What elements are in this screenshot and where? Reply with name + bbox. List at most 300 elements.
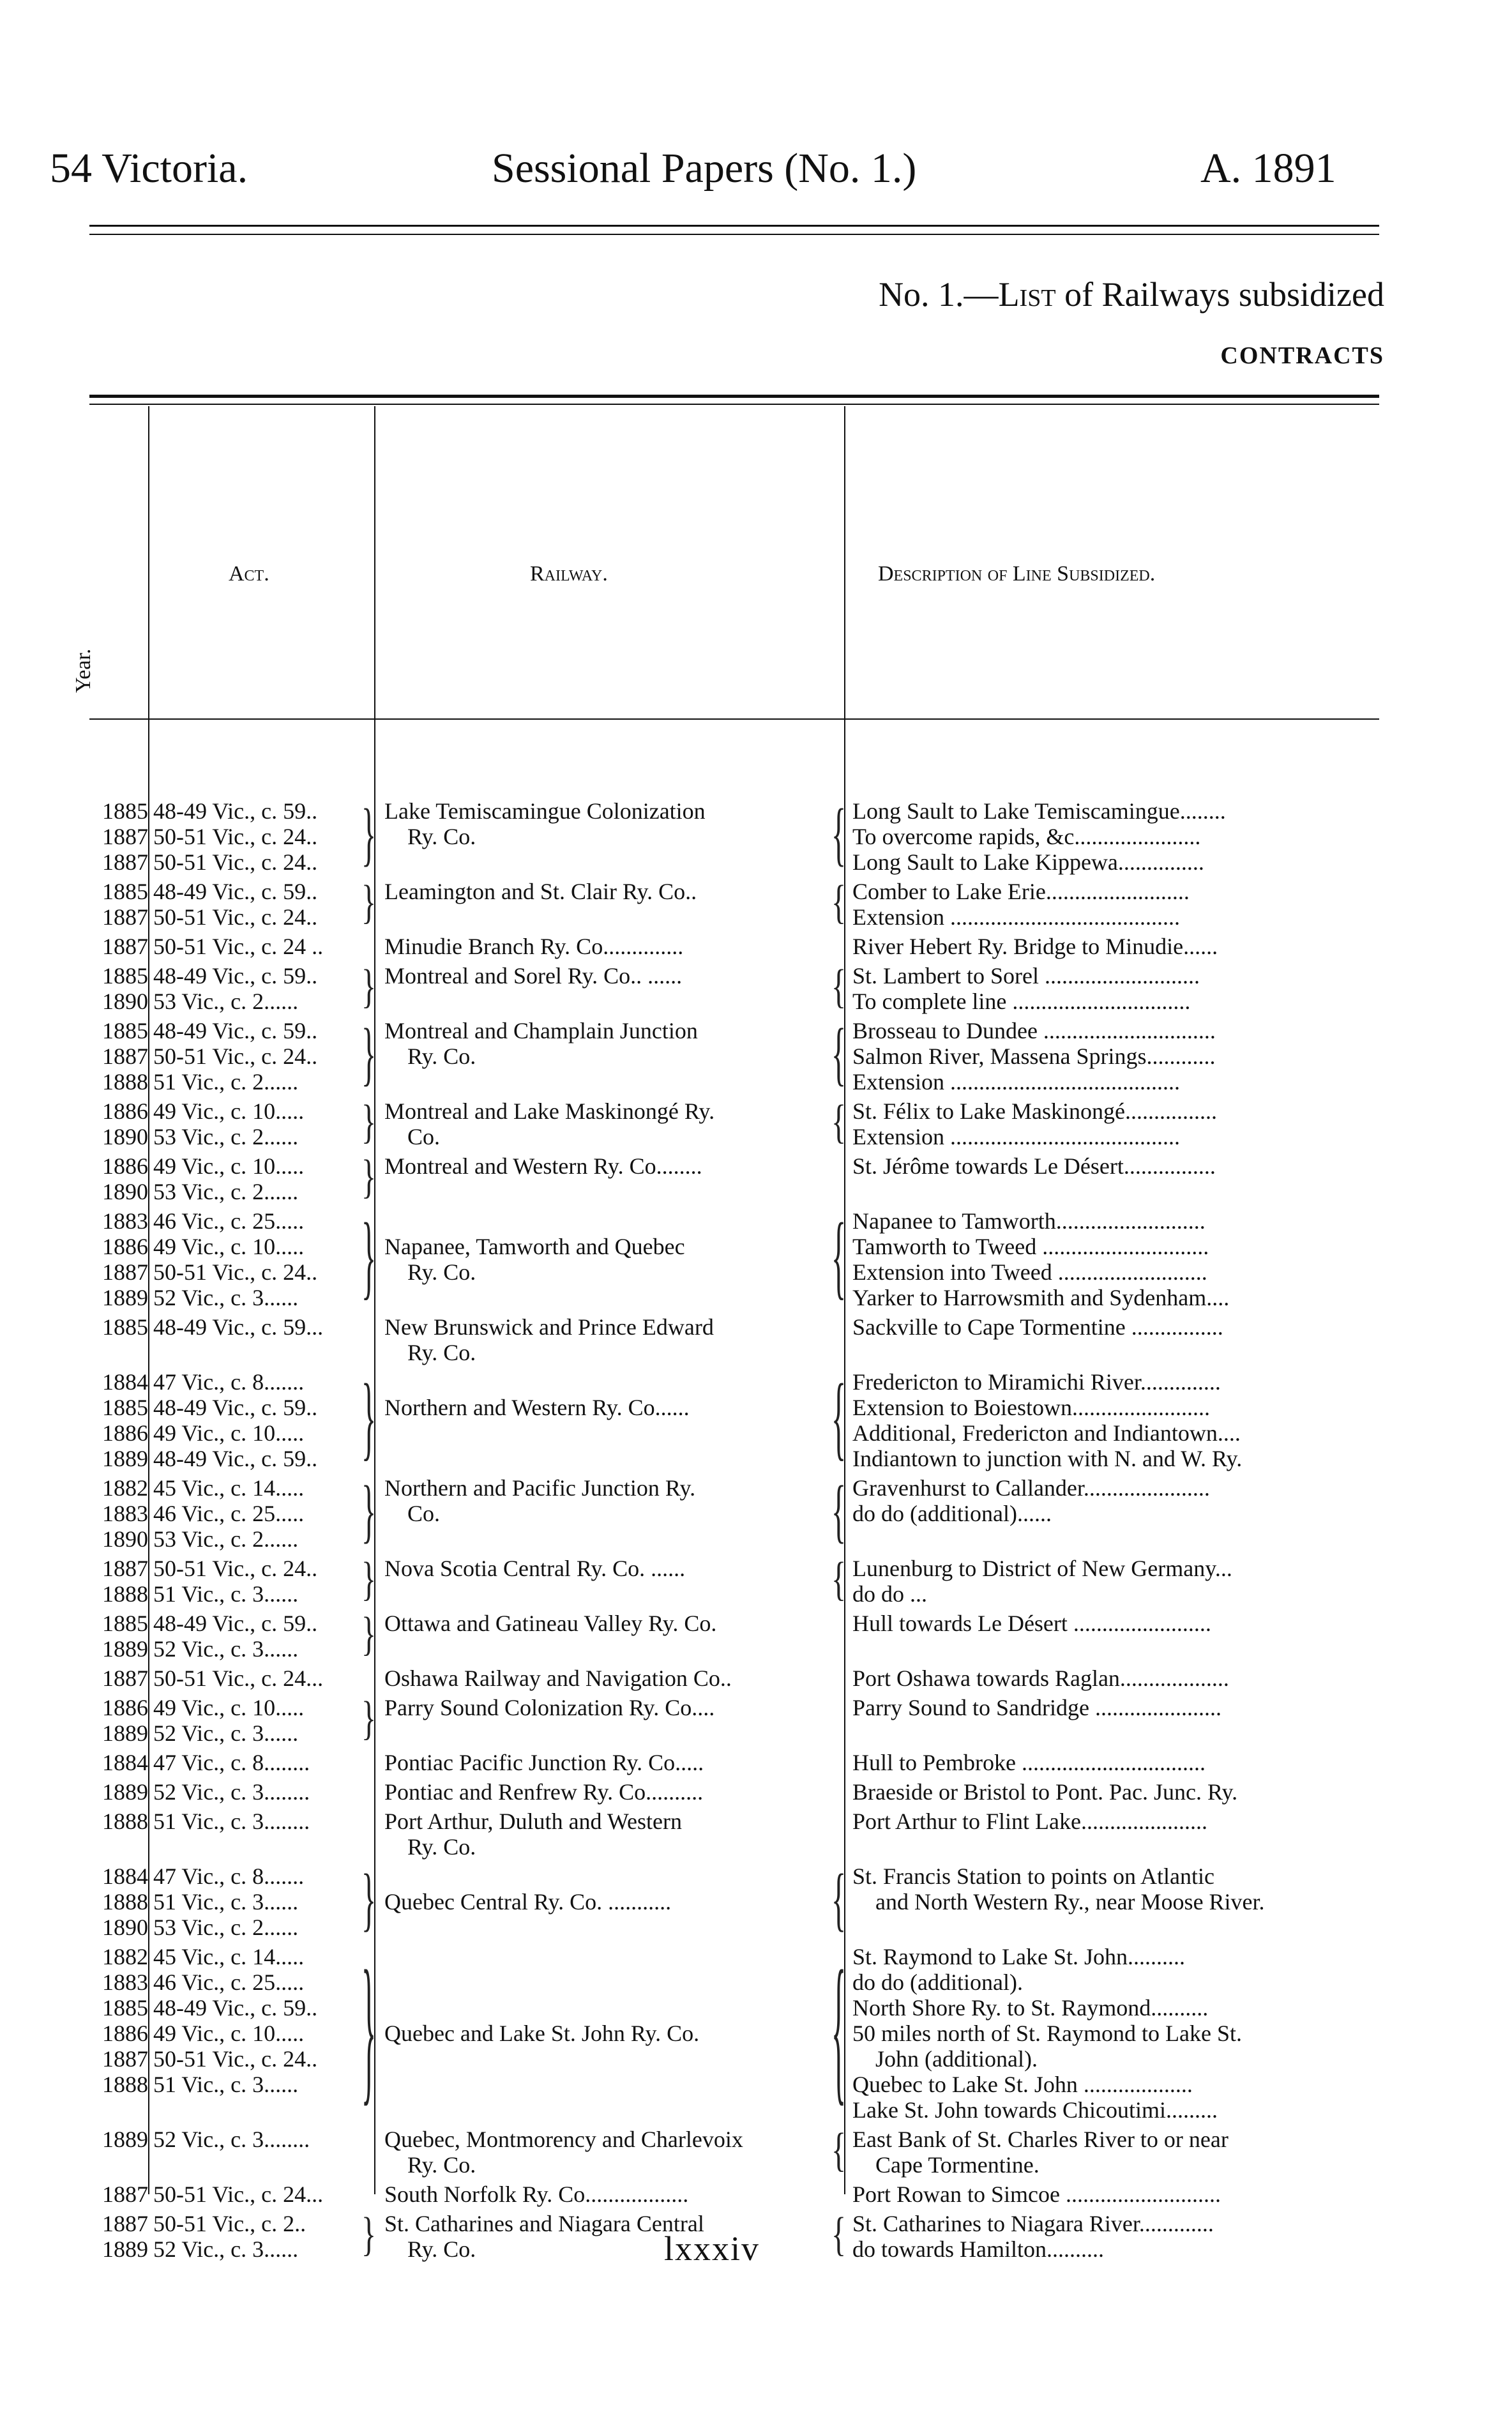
table-row [0, 1204, 1512, 1310]
act-cell-line: 52 Vic., c. 3...... [153, 1285, 299, 1310]
right-brace-icon: } [361, 1939, 377, 2121]
page-title [879, 275, 1384, 314]
header-right: A. 1891 [1200, 145, 1336, 192]
act-cell [153, 2181, 369, 2207]
description-cell-line: do do (additional)...... [852, 1501, 1052, 1526]
year-cell-line: 1883 [102, 1208, 148, 1234]
right-brace-icon: } [361, 1151, 377, 1204]
year-cell [79, 1208, 148, 1310]
year-cell-line: 1889 [102, 2236, 148, 2262]
year-cell-line: 1886 [102, 1234, 148, 1259]
act-cell-line: 47 Vic., c. 8....... [153, 1863, 305, 1889]
column-header-railway: Railway. [530, 562, 608, 586]
table-row [0, 1153, 1512, 1204]
railway-cell-line: Ry. Co. [407, 1043, 476, 1069]
year-cell [79, 1556, 148, 1607]
railway-cell-line: Ry. Co. [407, 1834, 476, 1860]
act-cell [153, 1944, 369, 2097]
description-cell-line: Sackville to Cape Tormentine ................ [852, 1314, 1223, 1340]
railway-cell-line: Pontiac Pacific Junction Ry. Co..... [384, 1750, 704, 1775]
year-cell-line: 1887 [102, 849, 148, 875]
table-row [0, 876, 1512, 930]
table-row [0, 1692, 1512, 1746]
year-cell-line: 1887 [102, 904, 148, 930]
railway-cell-line: Ry. Co. [407, 2236, 476, 2262]
year-cell-line: 1890 [102, 1526, 148, 1552]
description-cell [852, 1695, 1389, 1720]
description-cell-line: Long Sault to Lake Kippewa............... [852, 849, 1204, 875]
table-row [0, 1939, 1512, 2123]
act-cell-line: 52 Vic., c. 3...... [153, 1720, 299, 1746]
year-cell-line: 1887 [102, 1665, 148, 1691]
railway-cell [384, 934, 831, 959]
description-cell-line: John (additional). [875, 2046, 1038, 2072]
description-cell [852, 2211, 1389, 2262]
railway-cell-line: Ry. Co. [407, 1259, 476, 1285]
right-brace-icon: } [361, 1472, 377, 1551]
description-cell-line: Cape Tormentine. [875, 2152, 1040, 2178]
act-cell-line: 48-49 Vic., c. 59.. [153, 798, 318, 824]
act-cell [153, 1098, 369, 1150]
act-cell [153, 1809, 369, 1834]
year-cell-line: 1882 [102, 1944, 148, 1969]
act-cell [153, 1611, 369, 1662]
right-brace-icon: } [361, 795, 377, 874]
act-cell-line: 51 Vic., c. 3...... [153, 1889, 299, 1915]
table-row [0, 1809, 1512, 1860]
right-brace-icon: } [361, 1692, 377, 1745]
description-cell-line: Lake St. John towards Chicoutimi......... [852, 2097, 1218, 2123]
act-cell-line: 48-49 Vic., c. 59.. [153, 1446, 318, 1471]
act-cell-line: 50-51 Vic., c. 24... [153, 1665, 324, 1691]
year-cell [79, 1944, 148, 2097]
act-cell [153, 1665, 369, 1691]
year-cell-line: 1886 [102, 1098, 148, 1124]
left-brace-icon: { [831, 1939, 847, 2121]
railway-cell-line: Napanee, Tamworth and Quebec [384, 1234, 685, 1259]
year-cell [79, 1475, 148, 1552]
year-cell-line: 1885 [102, 1018, 148, 1043]
description-cell-line: Yarker to Harrowsmith and Sydenham.... [852, 1285, 1230, 1310]
act-cell [153, 2211, 369, 2262]
year-cell-line: 1887 [102, 1259, 148, 1285]
description-cell-line: St. Lambert to Sorel ........................... [852, 963, 1200, 989]
year-cell [79, 1369, 148, 1471]
right-brace-icon: } [361, 1096, 377, 1149]
year-cell [79, 798, 148, 875]
year-cell-line: 1888 [102, 1809, 148, 1834]
column-header-act: Act. [229, 562, 269, 586]
description-cell-line: Indiantown to junction with N. and W. Ry. [852, 1446, 1243, 1471]
year-cell [79, 1611, 148, 1662]
description-cell-line: Salmon River, Massena Springs............ [852, 1043, 1216, 1069]
year-cell [79, 2127, 148, 2152]
act-cell-line: 50-51 Vic., c. 24.. [153, 1259, 318, 1285]
act-cell-line: 50-51 Vic., c. 24 .. [153, 934, 324, 959]
description-cell [852, 1018, 1389, 1095]
description-cell-line: River Hebert Ry. Bridge to Minudie...... [852, 934, 1218, 959]
railway-cell [384, 1665, 831, 1691]
year-cell [79, 934, 148, 959]
table-row [0, 1098, 1512, 1150]
description-cell-line: Gravenhurst to Callander...................... [852, 1475, 1210, 1501]
description-cell-line: Quebec to Lake St. John ................... [852, 2072, 1193, 2097]
year-cell-line: 1889 [102, 1779, 148, 1805]
act-cell [153, 1750, 369, 1775]
act-cell-line: 51 Vic., c. 3...... [153, 2072, 299, 2097]
act-cell-line: 48-49 Vic., c. 59.. [153, 1995, 318, 2021]
table-row [0, 1472, 1512, 1552]
left-brace-icon: { [831, 2124, 847, 2177]
table-row [0, 960, 1512, 1014]
railway-cell [384, 1314, 831, 1365]
year-cell-line: 1885 [102, 1611, 148, 1636]
year-cell-line: 1890 [102, 1179, 148, 1204]
year-cell [79, 1695, 148, 1746]
railway-cell-line: Quebec and Lake St. John Ry. Co. [384, 2021, 700, 2046]
railway-cell-line: Ottawa and Gatineau Valley Ry. Co. [384, 1611, 717, 1636]
description-cell-line: Braeside or Bristol to Pont. Pac. Junc. Ry. [852, 1779, 1238, 1805]
year-cell-line: 1887 [102, 934, 148, 959]
header-left: 54 Victoria. [50, 145, 248, 192]
act-cell [153, 1556, 369, 1607]
year-cell-line: 1890 [102, 1915, 148, 1940]
description-cell [852, 1153, 1389, 1179]
right-brace-icon: } [361, 1553, 377, 1606]
act-cell-line: 53 Vic., c. 2...... [153, 1124, 299, 1150]
railway-cell-line: New Brunswick and Prince Edward [384, 1314, 714, 1340]
column-header-description: Description of Line Subsidized. [878, 562, 1156, 586]
act-cell [153, 1153, 369, 1204]
description-cell [852, 1369, 1389, 1471]
act-cell [153, 1779, 369, 1805]
act-cell [153, 1369, 369, 1471]
act-cell-line: 52 Vic., c. 3...... [153, 1636, 299, 1662]
table-row [0, 934, 1512, 959]
description-cell [852, 1809, 1389, 1834]
act-cell-line: 50-51 Vic., c. 24... [153, 2181, 324, 2207]
description-cell-line: St. Jérôme towards Le Désert................ [852, 1153, 1216, 1179]
left-brace-icon: { [831, 1015, 847, 1094]
act-cell-line: 47 Vic., c. 8....... [153, 1369, 305, 1395]
year-cell [79, 1153, 148, 1204]
act-cell-line: 53 Vic., c. 2...... [153, 1179, 299, 1204]
description-cell-line: Extension ........................................ [852, 904, 1180, 930]
act-cell-line: 50-51 Vic., c. 2.. [153, 2211, 306, 2236]
railway-cell [384, 1556, 831, 1581]
act-cell-line: 52 Vic., c. 3........ [153, 2127, 310, 2152]
act-cell-line: 53 Vic., c. 2...... [153, 1915, 299, 1940]
railway-cell-line: Montreal and Western Ry. Co........ [384, 1153, 702, 1179]
description-cell-line: St. Catharines to Niagara River............. [852, 2211, 1214, 2236]
act-cell [153, 963, 369, 1014]
table-row [0, 1553, 1512, 1607]
railway-cell [384, 1098, 831, 1150]
year-cell [79, 1863, 148, 1940]
railway-cell [384, 1395, 831, 1420]
year-cell-line: 1886 [102, 1420, 148, 1446]
act-cell-line: 48-49 Vic., c. 59.. [153, 1611, 318, 1636]
railway-cell [384, 1475, 831, 1526]
act-cell [153, 1208, 369, 1310]
left-brace-icon: { [831, 1553, 847, 1606]
act-cell-line: 49 Vic., c. 10..... [153, 1420, 305, 1446]
act-cell [153, 1018, 369, 1095]
railway-cell-line: Leamington and St. Clair Ry. Co.. [384, 879, 697, 904]
description-cell-line: Extension ........................................ [852, 1069, 1180, 1095]
description-cell-line: Additional, Fredericton and Indiantown.... [852, 1420, 1241, 1446]
description-cell-line: Comber to Lake Erie......................... [852, 879, 1190, 904]
year-cell [79, 2211, 148, 2262]
act-cell-line: 50-51 Vic., c. 24.. [153, 904, 318, 930]
act-cell [153, 1863, 369, 1940]
year-cell-line: 1887 [102, 1043, 148, 1069]
act-cell-line: 48-49 Vic., c. 59.. [153, 1018, 318, 1043]
left-brace-icon: { [831, 2208, 847, 2261]
year-cell-line: 1887 [102, 2211, 148, 2236]
act-cell [153, 1314, 369, 1340]
year-cell [79, 1779, 148, 1805]
description-cell [852, 1750, 1389, 1775]
act-cell [153, 1475, 369, 1552]
title-rest: of Railways subsidized [1055, 275, 1384, 314]
railway-cell-line: Quebec Central Ry. Co. ........... [384, 1889, 672, 1915]
description-cell [852, 1779, 1389, 1805]
act-cell-line: 46 Vic., c. 25..... [153, 1501, 305, 1526]
table-rule-top-thin [89, 404, 1379, 405]
table-row [0, 1015, 1512, 1095]
act-cell [153, 2127, 369, 2152]
description-cell-line: Extension ........................................ [852, 1124, 1180, 1150]
table-row [0, 795, 1512, 875]
description-cell-line: Hull towards Le Désert ........................ [852, 1611, 1211, 1636]
act-cell-line: 45 Vic., c. 14..... [153, 1944, 305, 1969]
description-cell-line: To complete line ............................... [852, 989, 1191, 1014]
description-cell-line: Lunenburg to District of New Germany... [852, 1556, 1232, 1581]
railway-cell [384, 1889, 831, 1915]
railway-cell [384, 1611, 831, 1636]
railway-cell-line: Ry. Co. [407, 1340, 476, 1365]
description-cell-line: Brosseau to Dundee .............................. [852, 1018, 1216, 1043]
act-cell-line: 48-49 Vic., c. 59... [153, 1314, 324, 1340]
year-cell-line: 1884 [102, 1369, 148, 1395]
description-cell-line: Port Rowan to Simcoe ........................... [852, 2181, 1221, 2207]
description-cell-line: Extension to Boiestown........................ [852, 1395, 1210, 1420]
year-cell-line: 1883 [102, 1969, 148, 1995]
year-cell-line: 1888 [102, 1069, 148, 1095]
header-rule-bottom [89, 234, 1379, 235]
table-row [0, 1750, 1512, 1775]
description-cell-line: do towards Hamilton.......... [852, 2236, 1104, 2262]
year-cell-line: 1885 [102, 1395, 148, 1420]
railway-cell-line: Ry. Co. [407, 2152, 476, 2178]
act-cell-line: 53 Vic., c. 2...... [153, 989, 299, 1014]
description-cell-line: St. Félix to Lake Maskinongé................ [852, 1098, 1217, 1124]
act-cell-line: 49 Vic., c. 10..... [153, 1098, 305, 1124]
header-center: Sessional Papers (No. 1.) [492, 145, 917, 192]
act-cell-line: 47 Vic., c. 8........ [153, 1750, 310, 1775]
railway-cell-line: Quebec, Montmorency and Charlevoix [384, 2127, 743, 2152]
act-cell-line: 50-51 Vic., c. 24.. [153, 2046, 318, 2072]
header-row-rule [89, 718, 1379, 720]
description-cell [852, 798, 1389, 875]
act-cell [153, 879, 369, 930]
year-cell [79, 2181, 148, 2207]
railway-cell-line: Co. [407, 1124, 441, 1150]
description-cell-line: do do (additional). [852, 1969, 1023, 1995]
description-cell-line: Hull to Pembroke ................................ [852, 1750, 1206, 1775]
railway-cell [384, 2181, 831, 2207]
table-rule-top [89, 395, 1379, 398]
railway-cell-line: Lake Temiscamingue Colonization [384, 798, 706, 824]
act-cell-line: 49 Vic., c. 10..... [153, 2021, 305, 2046]
table-row [0, 2181, 1512, 2207]
description-cell [852, 1944, 1389, 2123]
year-cell [79, 1098, 148, 1150]
description-cell-line: St. Raymond to Lake St. John.......... [852, 1944, 1185, 1969]
description-cell [852, 963, 1389, 1014]
description-cell [852, 1475, 1389, 1552]
year-cell-line: 1887 [102, 1556, 148, 1581]
act-cell [153, 798, 369, 875]
year-cell-line: 1888 [102, 1581, 148, 1607]
railway-cell [384, 2211, 831, 2262]
description-cell [852, 934, 1389, 959]
act-cell-line: 48-49 Vic., c. 59.. [153, 879, 318, 904]
act-cell-line: 45 Vic., c. 14..... [153, 1475, 305, 1501]
year-cell-line: 1890 [102, 1124, 148, 1150]
year-cell [79, 1750, 148, 1775]
railway-cell-line: Co. [407, 1501, 441, 1526]
railway-cell [384, 879, 831, 904]
description-cell-line [852, 1526, 1389, 1552]
left-brace-icon: { [831, 876, 847, 929]
act-cell-line: 53 Vic., c. 2...... [153, 1526, 299, 1552]
description-cell [852, 2181, 1389, 2207]
year-cell-line: 1884 [102, 1863, 148, 1889]
railway-cell [384, 2127, 831, 2178]
description-cell-line: do do ... [852, 1581, 927, 1607]
left-brace-icon: { [831, 1365, 847, 1471]
railway-cell [384, 1695, 831, 1720]
right-brace-icon: } [361, 1365, 377, 1471]
act-cell-line: 50-51 Vic., c. 24.. [153, 1043, 318, 1069]
act-cell [153, 934, 369, 959]
year-cell-line: 1886 [102, 1153, 148, 1179]
act-cell [153, 1695, 369, 1746]
railway-cell-line: Pontiac and Renfrew Ry. Co.......... [384, 1779, 704, 1805]
act-cell-line: 48-49 Vic., c. 59.. [153, 1395, 318, 1420]
table-row [0, 1665, 1512, 1691]
description-cell [852, 1665, 1389, 1691]
description-cell-line: Parry Sound to Sandridge ...................... [852, 1695, 1221, 1720]
act-cell-line: 52 Vic., c. 3........ [153, 1779, 310, 1805]
act-cell-line: 52 Vic., c. 3...... [153, 2236, 299, 2262]
act-cell-line: 49 Vic., c. 10..... [153, 1695, 305, 1720]
year-cell-line: 1889 [102, 1446, 148, 1471]
title-prefix: No. 1.— [879, 275, 999, 314]
description-cell-line: Port Arthur to Flint Lake...................... [852, 1809, 1207, 1834]
act-cell-line: 51 Vic., c. 2...... [153, 1069, 299, 1095]
railway-cell [384, 798, 831, 849]
act-cell-line: 49 Vic., c. 10..... [153, 1153, 305, 1179]
railway-cell [384, 2021, 831, 2046]
year-cell-line: 1885 [102, 798, 148, 824]
year-cell-line: 1885 [102, 1995, 148, 2021]
description-cell [852, 2127, 1389, 2178]
railway-cell [384, 1750, 831, 1775]
act-cell-line: 49 Vic., c. 10..... [153, 1234, 305, 1259]
railway-cell-line: Montreal and Champlain Junction [384, 1018, 698, 1043]
railway-cell-line: Northern and Western Ry. Co...... [384, 1395, 690, 1420]
right-brace-icon: } [361, 1608, 377, 1661]
year-cell-line: 1884 [102, 1750, 148, 1775]
description-cell-line: Extension into Tweed .......................... [852, 1259, 1207, 1285]
railway-cell [384, 1234, 831, 1285]
description-cell [852, 879, 1389, 930]
left-brace-icon: { [831, 1204, 847, 1310]
title-list-word: List [998, 275, 1056, 314]
left-brace-icon: { [831, 960, 847, 1013]
left-brace-icon: { [831, 795, 847, 874]
act-cell-line: 46 Vic., c. 25..... [153, 1969, 305, 1995]
right-brace-icon: } [361, 960, 377, 1013]
year-cell-line: 1885 [102, 1314, 148, 1340]
railway-cell-line: Montreal and Lake Maskinongé Ry. [384, 1098, 715, 1124]
year-cell-line: 1886 [102, 2021, 148, 2046]
railway-cell [384, 1153, 831, 1179]
table-row [0, 2124, 1512, 2178]
year-cell-line: 1886 [102, 1695, 148, 1720]
table-row [0, 1314, 1512, 1365]
year-cell-line: 1882 [102, 1475, 148, 1501]
railway-cell-line: Oshawa Railway and Navigation Co.. [384, 1665, 732, 1691]
act-cell-line: 50-51 Vic., c. 24.. [153, 824, 318, 849]
description-cell-line: Port Oshawa towards Raglan................... [852, 1665, 1229, 1691]
railway-cell [384, 1809, 831, 1860]
description-cell-line: 50 miles north of St. Raymond to Lake St. [852, 2021, 1242, 2046]
right-brace-icon: } [361, 1860, 377, 1939]
railway-cell-line: Minudie Branch Ry. Co.............. [384, 934, 684, 959]
year-cell-line: 1888 [102, 2072, 148, 2097]
description-cell [852, 1098, 1389, 1150]
right-brace-icon: } [361, 1015, 377, 1094]
year-cell-line: 1889 [102, 1636, 148, 1662]
table-row [0, 1779, 1512, 1805]
year-cell-line: 1887 [102, 2181, 148, 2207]
description-cell [852, 1314, 1389, 1340]
description-cell [852, 1556, 1389, 1607]
railway-cell-line: St. Catharines and Niagara Central [384, 2211, 704, 2236]
year-cell [79, 1314, 148, 1340]
description-cell [852, 1611, 1389, 1636]
column-header-year: Year. [72, 648, 95, 693]
description-cell-line: North Shore Ry. to St. Raymond.......... [852, 1995, 1209, 2021]
section-subtitle: CONTRACTS [1220, 342, 1384, 369]
railway-cell-line: South Norfolk Ry. Co.................. [384, 2181, 689, 2207]
year-cell [79, 879, 148, 930]
description-cell-line: To overcome rapids, &c...................... [852, 824, 1201, 849]
right-brace-icon: } [361, 2208, 377, 2261]
railway-cell-line: Montreal and Sorel Ry. Co.. ...... [384, 963, 683, 989]
description-cell [852, 1208, 1389, 1310]
year-cell-line: 1887 [102, 824, 148, 849]
act-cell-line: 48-49 Vic., c. 59.. [153, 963, 318, 989]
railway-cell-line: Parry Sound Colonization Ry. Co.... [384, 1695, 715, 1720]
year-cell [79, 963, 148, 1014]
description-cell [852, 1863, 1389, 1915]
year-cell [79, 1809, 148, 1834]
